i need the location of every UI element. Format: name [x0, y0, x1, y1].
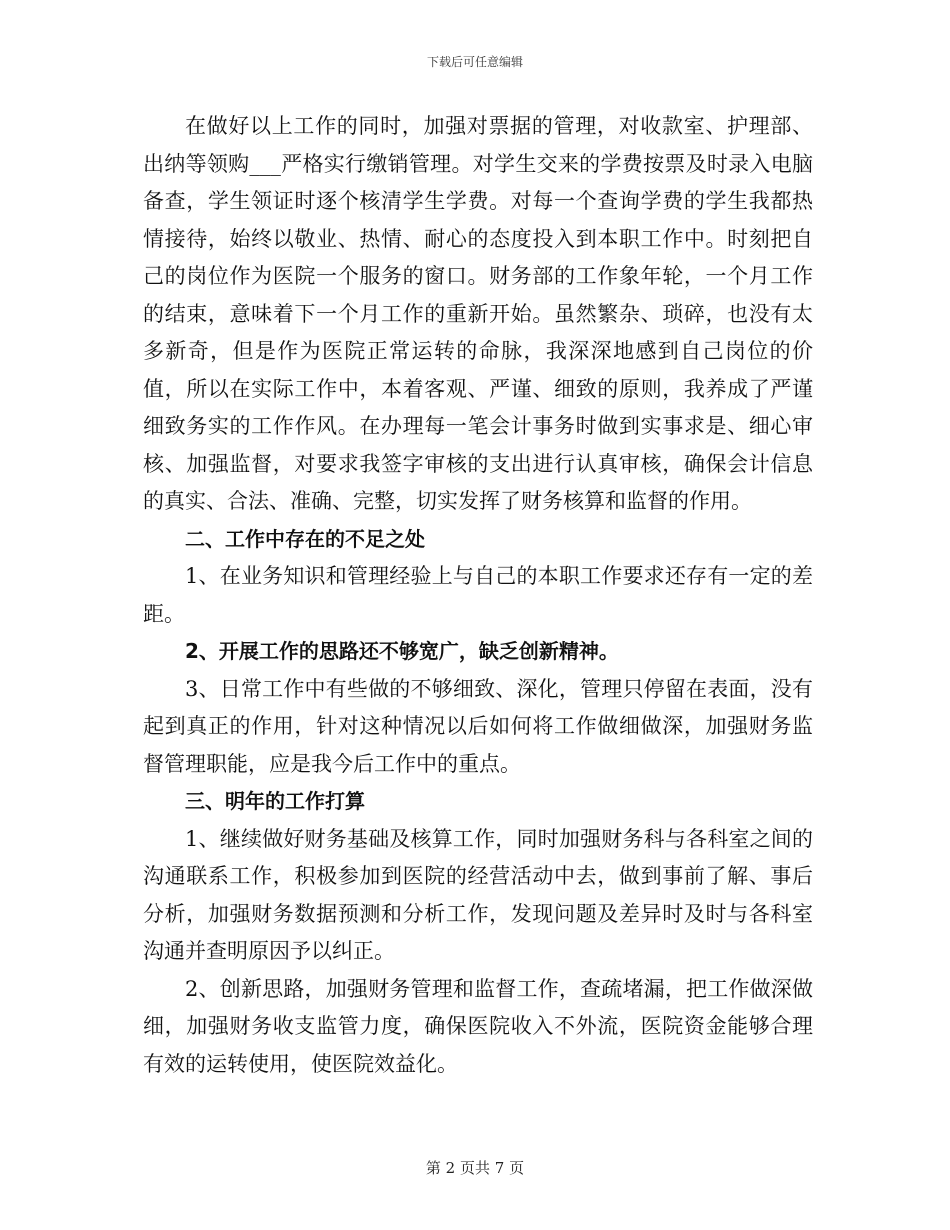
- list-item-plan-2: 2、创新思路，加强财务管理和监督工作，查疏堵漏，把工作做深做细，加强财务收支监管力度，确保医院收入不外流，医院资金能够合理有效的运转使用，使医院效益化。: [143, 976, 813, 1076]
- list-item-shortcoming-3: 3、日常工作中有些做的不够细致、深化，管理只停留在表面，没有起到真正的作用，针对这种情况以后如何将工作做细做深，加强财务监督管理职能，应是我今后工作中的重点。: [143, 676, 813, 776]
- page-header: 下载后可任意编辑: [426, 55, 523, 69]
- list-item-plan-1: 1、继续做好财务基础及核算工作，同时加强财务科与各科室之间的沟通联系工作，积极参加到医院的经营活动中去，做到事前了解、事后分析，加强财务数据预测和分析工作，发现问题及差异时及时与各科室沟通并查明原因予以纠正。: [143, 826, 813, 963]
- list-item-shortcoming-1: 1、在业务知识和管理经验上与自己的本职工作要求还存有一定的差距。: [143, 564, 813, 626]
- list-item-shortcoming-2: 2、开展工作的思路还不够宽广，缺乏创新精神。: [185, 639, 619, 663]
- section-heading-next-year-plan: 三、明年的工作打算: [185, 789, 365, 813]
- page-footer: 第 2 页共 7 页: [425, 1159, 525, 1177]
- paragraph-bill-management: 在做好以上工作的同时，加强对票据的管理，对收款室、护理部、出纳等领购___严格实行缴销管理。对学生交来的学费按票及时录入电脑备查，学生领证时逐个核清学生学费。对每一个查询学费的学生我都热情接待，始终以敬业、热情、耐心的态度投入到本职工作中。时刻把自己的岗位作为医院一个服务的窗口。财务部的工作象年轮，一个月工作的结束，意味着下一个月工作的重新开始。虽然繁杂、琐碎，也没有太多新奇，但是作为医院正常运转的命脉，我深深地感到自己岗位的价值，所以在实际工作中，本着客观、严谨、细致的原则，我养成了严谨细致务实的工作作风。在办理每一笔会计事务时做到实事求是、细心审核、加强监督，对要求我签字审核的支出进行认真审核，确保会计信息的真实、合法、准确、完整，切实发挥了财务核算和监督的作用。: [143, 114, 813, 513]
- document-body: [143, 108, 813, 1083]
- section-heading-shortcomings: 二、工作中存在的不足之处: [185, 526, 425, 551]
